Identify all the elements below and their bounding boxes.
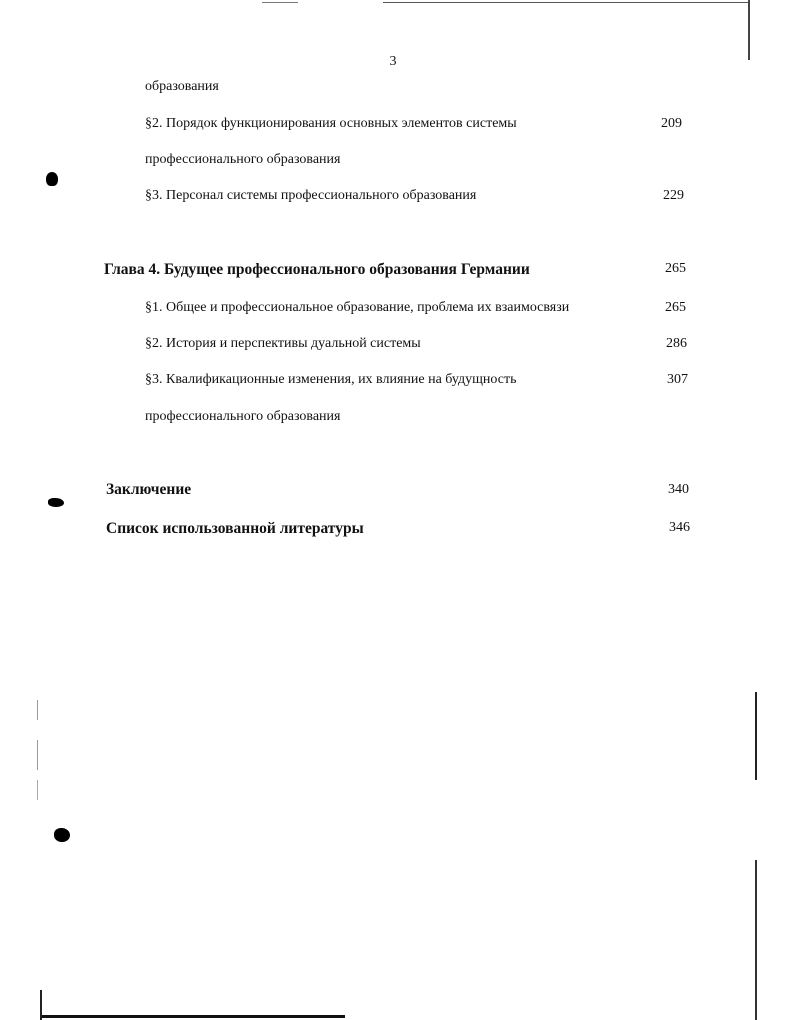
punch-hole-mark-2 bbox=[48, 498, 64, 507]
scan-border-left-bottom bbox=[40, 990, 42, 1020]
toc-ch3-section2-line1: §2. Порядок функционирования основных элементов системы bbox=[145, 116, 517, 131]
toc-ch3-section2-line2: профессионального образования bbox=[145, 152, 341, 167]
toc-ch4-section2-page: 286 bbox=[666, 336, 687, 351]
toc-ch3-section3-page: 229 bbox=[663, 188, 684, 203]
scan-border-right bbox=[748, 0, 750, 60]
toc-conclusion: Заключение bbox=[106, 481, 192, 498]
toc-conclusion-page: 340 bbox=[668, 482, 689, 497]
toc-ch4-section3-page: 307 bbox=[667, 372, 688, 387]
toc-references: Список использованной литературы bbox=[106, 520, 364, 537]
scan-tick-left-2 bbox=[37, 740, 38, 770]
toc-ch4-section3-line1: §3. Квалификационные изменения, их влияние на будущность bbox=[145, 372, 517, 387]
scan-border-bottom bbox=[40, 1015, 345, 1018]
scan-border-top bbox=[262, 2, 298, 3]
page-number: 3 bbox=[389, 54, 397, 69]
scan-border-right-bottom bbox=[755, 860, 757, 1020]
punch-hole-mark-3 bbox=[54, 828, 70, 842]
toc-chapter4-page: 265 bbox=[665, 261, 686, 276]
scan-tick-left-1 bbox=[37, 700, 38, 720]
toc-ch4-section1: §1. Общее и профессиональное образование, проблема их взаимосвязи bbox=[145, 300, 570, 315]
punch-hole-mark-1 bbox=[46, 172, 58, 186]
toc-continuation-text: образования bbox=[145, 79, 219, 94]
toc-references-page: 346 bbox=[669, 520, 690, 535]
toc-ch4-section3-line2: профессионального образования bbox=[145, 409, 341, 424]
scan-border-top-right bbox=[383, 2, 749, 3]
toc-chapter4-title: Глава 4. Будущее профессионального образования Германии bbox=[104, 261, 530, 278]
toc-ch4-section2: §2. История и перспективы дуальной системы bbox=[145, 336, 421, 351]
scan-border-right-lower bbox=[755, 692, 757, 780]
scan-tick-left-3 bbox=[37, 780, 38, 800]
toc-ch3-section2-page: 209 bbox=[661, 116, 682, 131]
toc-ch3-section3: §3. Персонал системы профессионального образования bbox=[145, 188, 477, 203]
toc-ch4-section1-page: 265 bbox=[665, 300, 686, 315]
